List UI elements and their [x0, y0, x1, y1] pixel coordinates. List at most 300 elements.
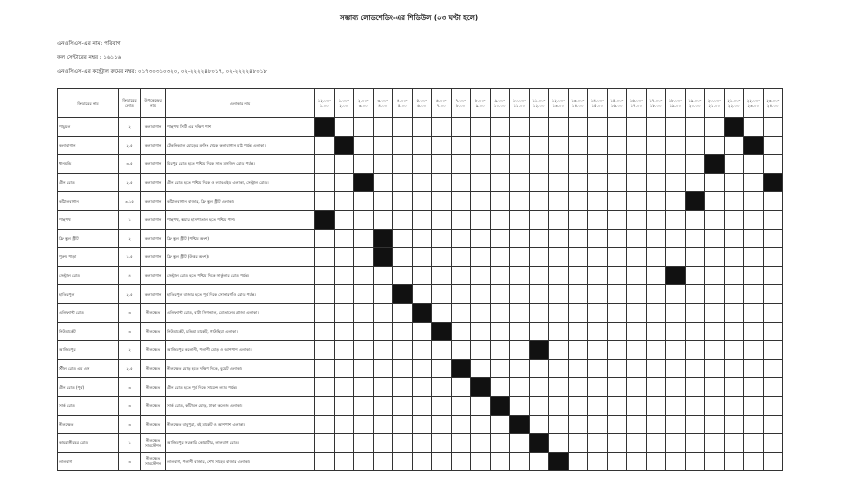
time-slot-cell — [510, 341, 530, 360]
time-slot-cell — [510, 136, 530, 155]
time-slot-cell — [646, 359, 666, 378]
area-name: কাঁঠালবাগান বাজার, ফ্রি স্কুল স্ট্রীট এলাকা। — [166, 192, 315, 211]
time-slot-cell — [354, 378, 374, 397]
time-slot-cell — [705, 378, 725, 397]
time-slot-cell — [393, 248, 413, 267]
time-slot-cell — [549, 396, 569, 415]
time-slot-cell — [568, 415, 588, 434]
time-slot-cell — [315, 266, 335, 285]
time-slot-cell — [412, 248, 432, 267]
time-slot-cell — [451, 248, 471, 267]
time-slot-cell — [432, 210, 452, 229]
time-slot-cell — [705, 229, 725, 248]
time-slot-cell — [666, 322, 686, 341]
table-row — [58, 248, 783, 267]
header-time-slot: ২২.০০- ২৩.০০ — [744, 89, 764, 118]
time-slot-cell — [510, 303, 530, 322]
time-slot-cell — [627, 266, 647, 285]
time-slot-cell — [646, 248, 666, 267]
time-slot-cell — [412, 322, 432, 341]
time-slot-cell — [412, 118, 432, 137]
substation-name: নীলক্ষেত — [141, 378, 166, 397]
time-slot-cell — [393, 341, 413, 360]
time-slot-cell — [744, 341, 764, 360]
time-slot-cell — [607, 378, 627, 397]
time-slot-cell — [490, 322, 510, 341]
feeder-name: কামরাঙ্গীরচর রোড — [58, 434, 119, 453]
header-time-slot: ২০.০০- ২১.০০ — [705, 89, 725, 118]
time-slot-cell — [354, 155, 374, 174]
time-slot-cell — [432, 415, 452, 434]
time-slot-cell — [490, 136, 510, 155]
time-slot-cell — [627, 396, 647, 415]
time-slot-cell — [334, 173, 354, 192]
time-slot-cell — [373, 210, 393, 229]
substation-name: নীলক্ষেত — [141, 341, 166, 360]
time-slot-cell — [510, 210, 530, 229]
substation-name: নীলক্ষেত — [141, 322, 166, 341]
time-slot-cell — [315, 322, 335, 341]
loadshedding-schedule-table — [57, 88, 783, 471]
time-slot-cell — [315, 229, 335, 248]
time-slot-cell — [393, 173, 413, 192]
time-slot-cell — [724, 248, 744, 267]
time-slot-cell — [471, 452, 491, 471]
time-slot-cell — [432, 378, 452, 397]
time-slot-cell — [724, 229, 744, 248]
table-row — [58, 118, 783, 137]
time-slot-cell — [549, 434, 569, 453]
substation-name: নীলক্ষেত — [141, 396, 166, 415]
time-slot-cell — [334, 303, 354, 322]
time-slot-cell — [666, 210, 686, 229]
time-slot-cell — [451, 173, 471, 192]
time-slot-cell — [490, 210, 510, 229]
time-slot-cell — [471, 396, 491, 415]
time-slot-cell — [354, 285, 374, 304]
time-slot-cell — [451, 155, 471, 174]
time-slot-cell — [666, 359, 686, 378]
time-slot-cell — [412, 341, 432, 360]
time-slot-cell — [685, 173, 705, 192]
time-slot-cell — [334, 210, 354, 229]
time-slot-cell — [588, 210, 608, 229]
time-slot-cell — [471, 266, 491, 285]
time-slot-cell — [412, 155, 432, 174]
substation-name: কলাবাগান — [141, 285, 166, 304]
header-substation: উপকেন্দ্রের নাম — [141, 89, 166, 118]
outage-slot-cell — [529, 434, 549, 453]
feeder-name: স্টীল রোড এম এস — [58, 359, 119, 378]
time-slot-cell — [685, 155, 705, 174]
header-time-slot: ৫.০০- ৬.০০ — [412, 89, 432, 118]
time-slot-cell — [451, 285, 471, 304]
outage-slot-cell — [393, 285, 413, 304]
time-slot-cell — [666, 155, 686, 174]
time-slot-cell — [549, 266, 569, 285]
time-slot-cell — [471, 229, 491, 248]
feeder-name: গ্রীন রোড — [58, 173, 119, 192]
time-slot-cell — [607, 322, 627, 341]
time-slot-cell — [763, 396, 783, 415]
time-slot-cell — [588, 378, 608, 397]
time-slot-cell — [529, 136, 549, 155]
time-slot-cell — [724, 136, 744, 155]
time-slot-cell — [432, 118, 452, 137]
header-time-slot: ১৯.০০- ২০.০০ — [685, 89, 705, 118]
time-slot-cell — [529, 285, 549, 304]
time-slot-cell — [744, 229, 764, 248]
time-slot-cell — [568, 118, 588, 137]
time-slot-cell — [666, 378, 686, 397]
time-slot-cell — [685, 136, 705, 155]
outage-slot-cell — [490, 396, 510, 415]
time-slot-cell — [432, 229, 452, 248]
time-slot-cell — [354, 341, 374, 360]
time-slot-cell — [646, 341, 666, 360]
time-slot-cell — [627, 359, 647, 378]
time-slot-cell — [529, 396, 549, 415]
time-slot-cell — [451, 136, 471, 155]
time-slot-cell — [763, 452, 783, 471]
time-slot-cell — [490, 155, 510, 174]
time-slot-cell — [763, 266, 783, 285]
time-slot-cell — [412, 229, 432, 248]
time-slot-cell — [607, 210, 627, 229]
time-slot-cell — [607, 359, 627, 378]
time-slot-cell — [471, 155, 491, 174]
feeder-load: ৩ — [119, 322, 141, 341]
time-slot-cell — [588, 248, 608, 267]
time-slot-cell — [588, 155, 608, 174]
feeder-name: পাচুয়ল — [58, 118, 119, 137]
time-slot-cell — [315, 303, 335, 322]
feeder-load: ৩.৫ — [119, 155, 141, 174]
table-row — [58, 303, 783, 322]
time-slot-cell — [471, 136, 491, 155]
time-slot-cell — [315, 285, 335, 304]
outage-slot-cell — [315, 210, 335, 229]
time-slot-cell — [451, 210, 471, 229]
time-slot-cell — [490, 415, 510, 434]
time-slot-cell — [354, 359, 374, 378]
time-slot-cell — [646, 266, 666, 285]
time-slot-cell — [334, 415, 354, 434]
time-slot-cell — [666, 285, 686, 304]
time-slot-cell — [432, 136, 452, 155]
outage-slot-cell — [724, 118, 744, 137]
time-slot-cell — [549, 210, 569, 229]
time-slot-cell — [315, 155, 335, 174]
time-slot-cell — [627, 341, 647, 360]
time-slot-cell — [432, 192, 452, 211]
time-slot-cell — [724, 285, 744, 304]
time-slot-cell — [354, 192, 374, 211]
time-slot-cell — [334, 322, 354, 341]
time-slot-cell — [627, 136, 647, 155]
time-slot-cell — [412, 285, 432, 304]
time-slot-cell — [373, 285, 393, 304]
time-slot-cell — [432, 341, 452, 360]
time-slot-cell — [568, 303, 588, 322]
time-slot-cell — [432, 155, 452, 174]
time-slot-cell — [354, 322, 374, 341]
time-slot-cell — [607, 229, 627, 248]
time-slot-cell — [588, 285, 608, 304]
time-slot-cell — [705, 136, 725, 155]
time-slot-cell — [529, 210, 549, 229]
time-slot-cell — [393, 155, 413, 174]
time-slot-cell — [471, 210, 491, 229]
time-slot-cell — [549, 229, 569, 248]
time-slot-cell — [315, 378, 335, 397]
time-slot-cell — [549, 285, 569, 304]
time-slot-cell — [705, 192, 725, 211]
time-slot-cell — [666, 434, 686, 453]
outage-slot-cell — [412, 303, 432, 322]
time-slot-cell — [627, 415, 647, 434]
time-slot-cell — [412, 452, 432, 471]
time-slot-cell — [763, 285, 783, 304]
time-slot-cell — [549, 118, 569, 137]
time-slot-cell — [607, 434, 627, 453]
outage-slot-cell — [451, 359, 471, 378]
time-slot-cell — [432, 303, 452, 322]
feeder-load: ২ — [119, 118, 141, 137]
time-slot-cell — [354, 229, 374, 248]
time-slot-cell — [432, 396, 452, 415]
time-slot-cell — [510, 359, 530, 378]
time-slot-cell — [373, 452, 393, 471]
time-slot-cell — [705, 341, 725, 360]
time-slot-cell — [607, 173, 627, 192]
time-slot-cell — [393, 266, 413, 285]
time-slot-cell — [529, 173, 549, 192]
feeder-load: ৩ — [119, 452, 141, 471]
outage-slot-cell — [685, 192, 705, 211]
time-slot-cell — [432, 266, 452, 285]
time-slot-cell — [510, 452, 530, 471]
time-slot-cell — [627, 248, 647, 267]
time-slot-cell — [646, 415, 666, 434]
feeder-load: ১ — [119, 210, 141, 229]
time-slot-cell — [588, 266, 608, 285]
outage-slot-cell — [315, 118, 335, 137]
substation-name: কলাবাগান — [141, 248, 166, 267]
outage-slot-cell — [354, 173, 374, 192]
time-slot-cell — [471, 118, 491, 137]
time-slot-cell — [646, 378, 666, 397]
time-slot-cell — [549, 415, 569, 434]
time-slot-cell — [588, 118, 608, 137]
feeder-load: ২.৫ — [119, 173, 141, 192]
time-slot-cell — [471, 415, 491, 434]
time-slot-cell — [529, 192, 549, 211]
area-name: মিরপুর রোড হতে পশ্চিম দিকে সাত মসজিদ রোড পর্যন্ত। — [166, 155, 315, 174]
time-slot-cell — [373, 434, 393, 453]
feeder-name: নীলক্ষেত — [58, 415, 119, 434]
time-slot-cell — [627, 229, 647, 248]
time-slot-cell — [705, 248, 725, 267]
time-slot-cell — [744, 303, 764, 322]
time-slot-cell — [529, 229, 549, 248]
time-slot-cell — [568, 378, 588, 397]
time-slot-cell — [412, 266, 432, 285]
header-time-slot: ৪.০০- ৫.০০ — [393, 89, 413, 118]
time-slot-cell — [510, 322, 530, 341]
time-slot-cell — [510, 229, 530, 248]
time-slot-cell — [568, 248, 588, 267]
substation-name: কলাবাগান — [141, 192, 166, 211]
time-slot-cell — [646, 303, 666, 322]
time-slot-cell — [451, 415, 471, 434]
time-slot-cell — [412, 396, 432, 415]
time-slot-cell — [529, 322, 549, 341]
outage-slot-cell — [510, 415, 530, 434]
table-row — [58, 341, 783, 360]
table-row — [58, 415, 783, 434]
time-slot-cell — [588, 396, 608, 415]
time-slot-cell — [607, 248, 627, 267]
time-slot-cell — [334, 192, 354, 211]
time-slot-cell — [510, 173, 530, 192]
time-slot-cell — [393, 303, 413, 322]
time-slot-cell — [744, 322, 764, 341]
time-slot-cell — [451, 322, 471, 341]
time-slot-cell — [393, 452, 413, 471]
time-slot-cell — [685, 248, 705, 267]
time-slot-cell — [510, 434, 530, 453]
substation-name: কলাবাগান — [141, 136, 166, 155]
feeder-name: সার্ক রোড — [58, 396, 119, 415]
area-name: পান্থপথ, স্কয়ার হাসপাতাল হতে পশ্চিম পাশ। — [166, 210, 315, 229]
time-slot-cell — [529, 378, 549, 397]
time-slot-cell — [705, 396, 725, 415]
time-slot-cell — [607, 415, 627, 434]
time-slot-cell — [568, 341, 588, 360]
time-slot-cell — [763, 359, 783, 378]
time-slot-cell — [763, 210, 783, 229]
time-slot-cell — [354, 303, 374, 322]
time-slot-cell — [432, 248, 452, 267]
time-slot-cell — [744, 359, 764, 378]
time-slot-cell — [568, 452, 588, 471]
time-slot-cell — [393, 118, 413, 137]
time-slot-cell — [666, 173, 686, 192]
time-slot-cell — [744, 248, 764, 267]
time-slot-cell — [315, 434, 335, 453]
time-slot-cell — [685, 210, 705, 229]
time-slot-cell — [763, 322, 783, 341]
feeder-name: গ্রীন রোড (পূর্ব) — [58, 378, 119, 397]
feeder-name: কাঁঠালবাগান — [58, 192, 119, 211]
time-slot-cell — [315, 136, 335, 155]
outage-slot-cell — [373, 248, 393, 267]
table-row — [58, 378, 783, 397]
time-slot-cell — [646, 136, 666, 155]
time-slot-cell — [412, 173, 432, 192]
feeder-name: ধানমন্ডি — [58, 155, 119, 174]
table-row — [58, 192, 783, 211]
time-slot-cell — [451, 303, 471, 322]
time-slot-cell — [705, 285, 725, 304]
time-slot-cell — [490, 173, 510, 192]
substation-name: কলাবাগান — [141, 266, 166, 285]
time-slot-cell — [646, 173, 666, 192]
time-slot-cell — [627, 452, 647, 471]
time-slot-cell — [373, 322, 393, 341]
area-name: নীলক্ষেত বাবুপুরা, বই মার্কেট ও আশপাশ এলাকা। — [166, 415, 315, 434]
time-slot-cell — [724, 266, 744, 285]
time-slot-cell — [666, 415, 686, 434]
time-slot-cell — [685, 322, 705, 341]
time-slot-cell — [510, 155, 530, 174]
time-slot-cell — [510, 285, 530, 304]
time-slot-cell — [646, 118, 666, 137]
time-slot-cell — [705, 359, 725, 378]
feeder-name: হাতিরপুল — [58, 285, 119, 304]
time-slot-cell — [393, 434, 413, 453]
feeder-load: ৩.১৫ — [119, 192, 141, 211]
time-slot-cell — [627, 155, 647, 174]
header-time-slot: ১০.০০- ১১.০০ — [510, 89, 530, 118]
time-slot-cell — [412, 192, 432, 211]
time-slot-cell — [607, 266, 627, 285]
time-slot-cell — [354, 415, 374, 434]
time-slot-cell — [705, 415, 725, 434]
time-slot-cell — [354, 248, 374, 267]
header-time-slot: ৩.০০- ৪.০০ — [373, 89, 393, 118]
time-slot-cell — [373, 378, 393, 397]
header-time-slot: ১৫.০০- ১৬.০০ — [607, 89, 627, 118]
time-slot-cell — [334, 341, 354, 360]
time-slot-cell — [412, 434, 432, 453]
time-slot-cell — [412, 359, 432, 378]
time-slot-cell — [510, 396, 530, 415]
time-slot-cell — [724, 322, 744, 341]
time-slot-cell — [568, 136, 588, 155]
time-slot-cell — [451, 192, 471, 211]
time-slot-cell — [763, 248, 783, 267]
header-time-slot: ৯.০০- ১০.০০ — [490, 89, 510, 118]
time-slot-cell — [724, 173, 744, 192]
time-slot-cell — [549, 136, 569, 155]
time-slot-cell — [490, 303, 510, 322]
table-row — [58, 434, 783, 453]
time-slot-cell — [549, 359, 569, 378]
substation-name: নীলক্ষেত — [141, 303, 166, 322]
substation-name: কলাবাগান — [141, 118, 166, 137]
time-slot-cell — [685, 359, 705, 378]
table-row — [58, 285, 783, 304]
area-name: আজিমপুর সরকারি কোয়ার্টার, লালবাগ রোড। — [166, 434, 315, 453]
substation-name: কলাবাগান — [141, 173, 166, 192]
time-slot-cell — [549, 341, 569, 360]
time-slot-cell — [373, 359, 393, 378]
time-slot-cell — [666, 136, 686, 155]
table-row — [58, 210, 783, 229]
time-slot-cell — [666, 192, 686, 211]
feeder-load: ৩ — [119, 378, 141, 397]
time-slot-cell — [568, 359, 588, 378]
outage-slot-cell — [549, 452, 569, 471]
time-slot-cell — [490, 452, 510, 471]
time-slot-cell — [705, 210, 725, 229]
time-slot-cell — [588, 322, 608, 341]
time-slot-cell — [451, 378, 471, 397]
time-slot-cell — [334, 396, 354, 415]
call-center-number: কল সেন্টারের নম্বর : ১৬১১৬ — [57, 55, 122, 61]
